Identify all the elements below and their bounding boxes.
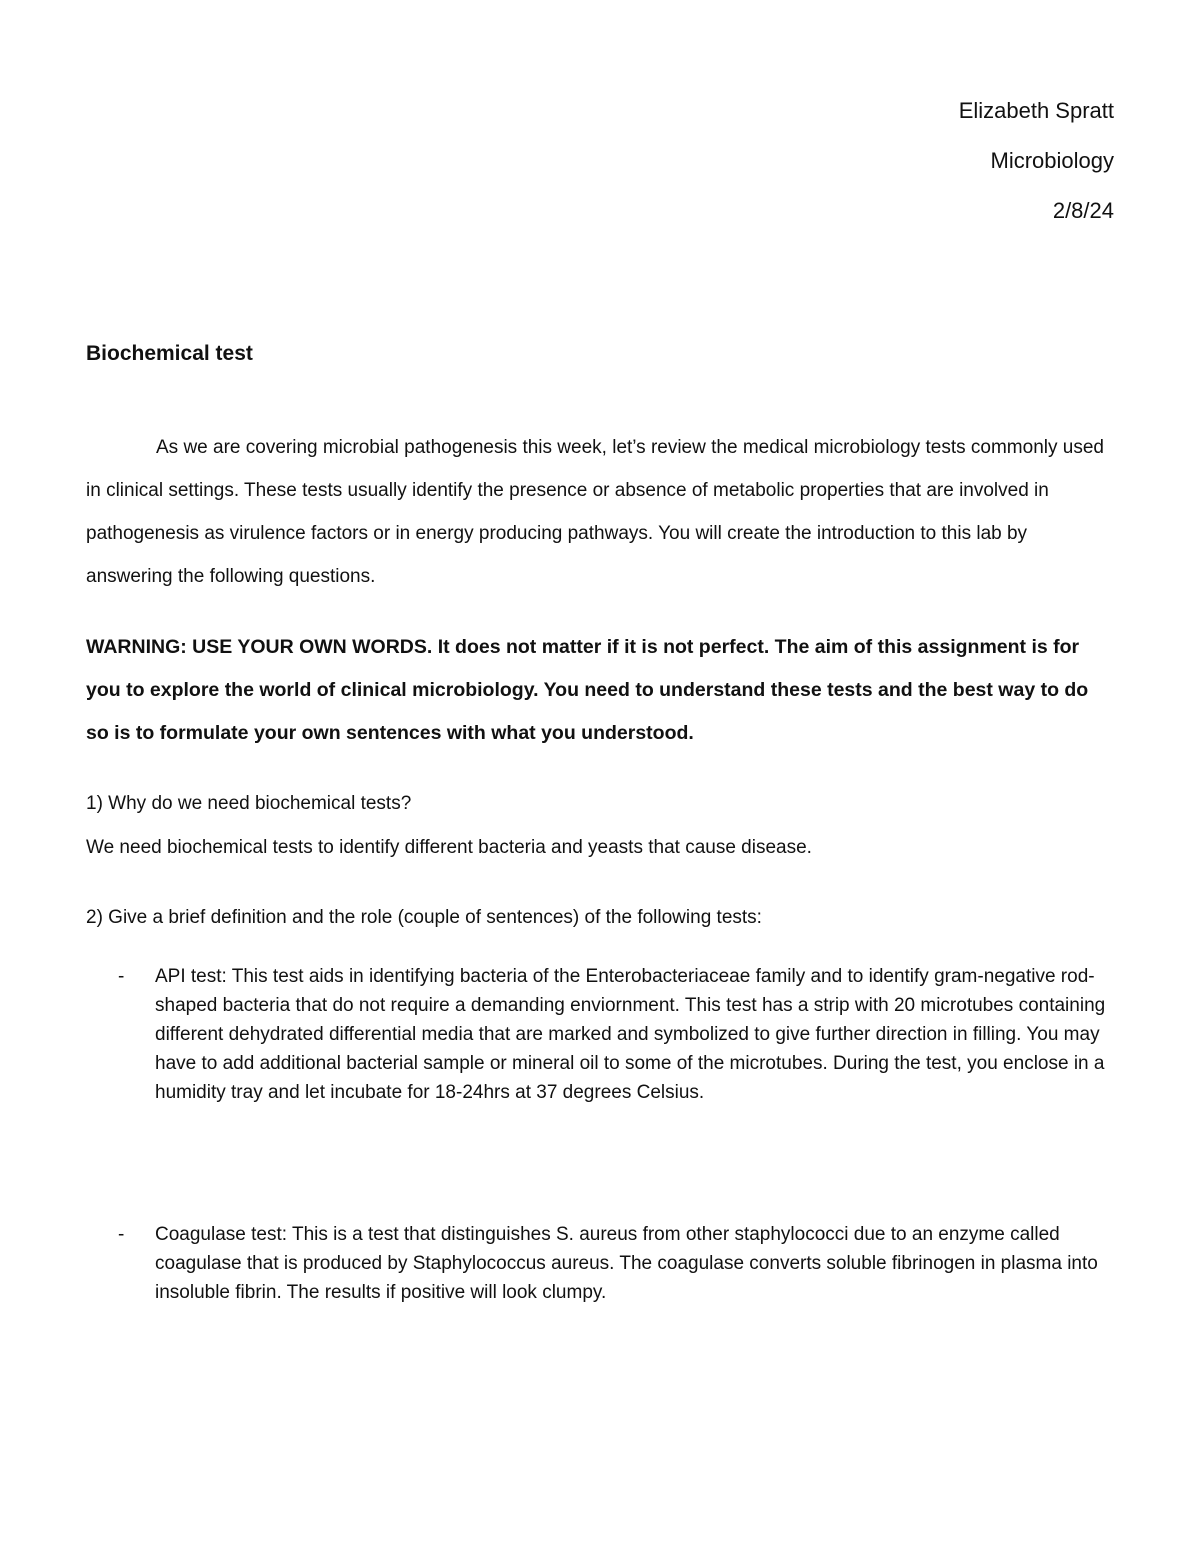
bullet-dash: -: [118, 966, 125, 987]
question-1: 1) Why do we need biochemical tests?: [86, 793, 412, 814]
list-item-coagulase-test: [118, 1220, 1118, 1307]
answer-1: We need biochemical tests to identify different bacteria and yeasts that cause disease.: [86, 837, 812, 858]
bullet-dash: -: [118, 1224, 125, 1245]
question-2: 2) Give a brief definition and the role (couple of sentences) of the following tests:: [86, 907, 762, 928]
list-item-api-test: [118, 962, 1118, 1107]
coagulase-test-text: Coagulase test: This is a test that distinguishes S. aureus from other staphylococci due to an enzyme called coagulase that is produced by Staphylococcus aureus. The coagulase converts soluble fibrinogen in plasma into insoluble fibrin. The results if positive will look clumpy.: [155, 1224, 1098, 1303]
api-test-text: API test: This test aids in identifying bacteria of the Enterobacteriaceae family and to identify gram-negative rod-shaped bacteria that do not require a demanding enviornment. This test has a strip with 20 microtubes containing different dehydrated differential media that are marked and symbolized to give further direction in filling. You may have to add additional bacterial sample or mineral oil to some of the microtubes. During the test, you enclose in a humidity tray and let incubate for 18-24hrs at 37 degrees Celsius.: [155, 966, 1106, 1103]
warning-paragraph: WARNING: USE YOUR OWN WORDS. It does not matter if it is not perfect. The aim of this assignment is for you to explore the world of clinical microbiology. You need to understand these tests and the best way to do so is to formulate your own sentences with what you understood.: [86, 636, 1089, 744]
author-header: [959, 86, 1114, 236]
author-name: Elizabeth Spratt: [958, 98, 1114, 123]
course-name: Microbiology: [990, 148, 1114, 173]
document-date: 2/8/24: [1052, 198, 1114, 223]
document-title: Biochemical test: [86, 342, 253, 365]
intro-paragraph: As we are covering microbial pathogenesis this week, let’s review the medical microbiology tests commonly used in clinical settings. These tests usually identify the presence or absence of metabolic properties that are involved in pathogenesis as virulence factors or in energy producing pathways. You will create the introduction to this lab by answering the following questions.: [86, 437, 1104, 587]
